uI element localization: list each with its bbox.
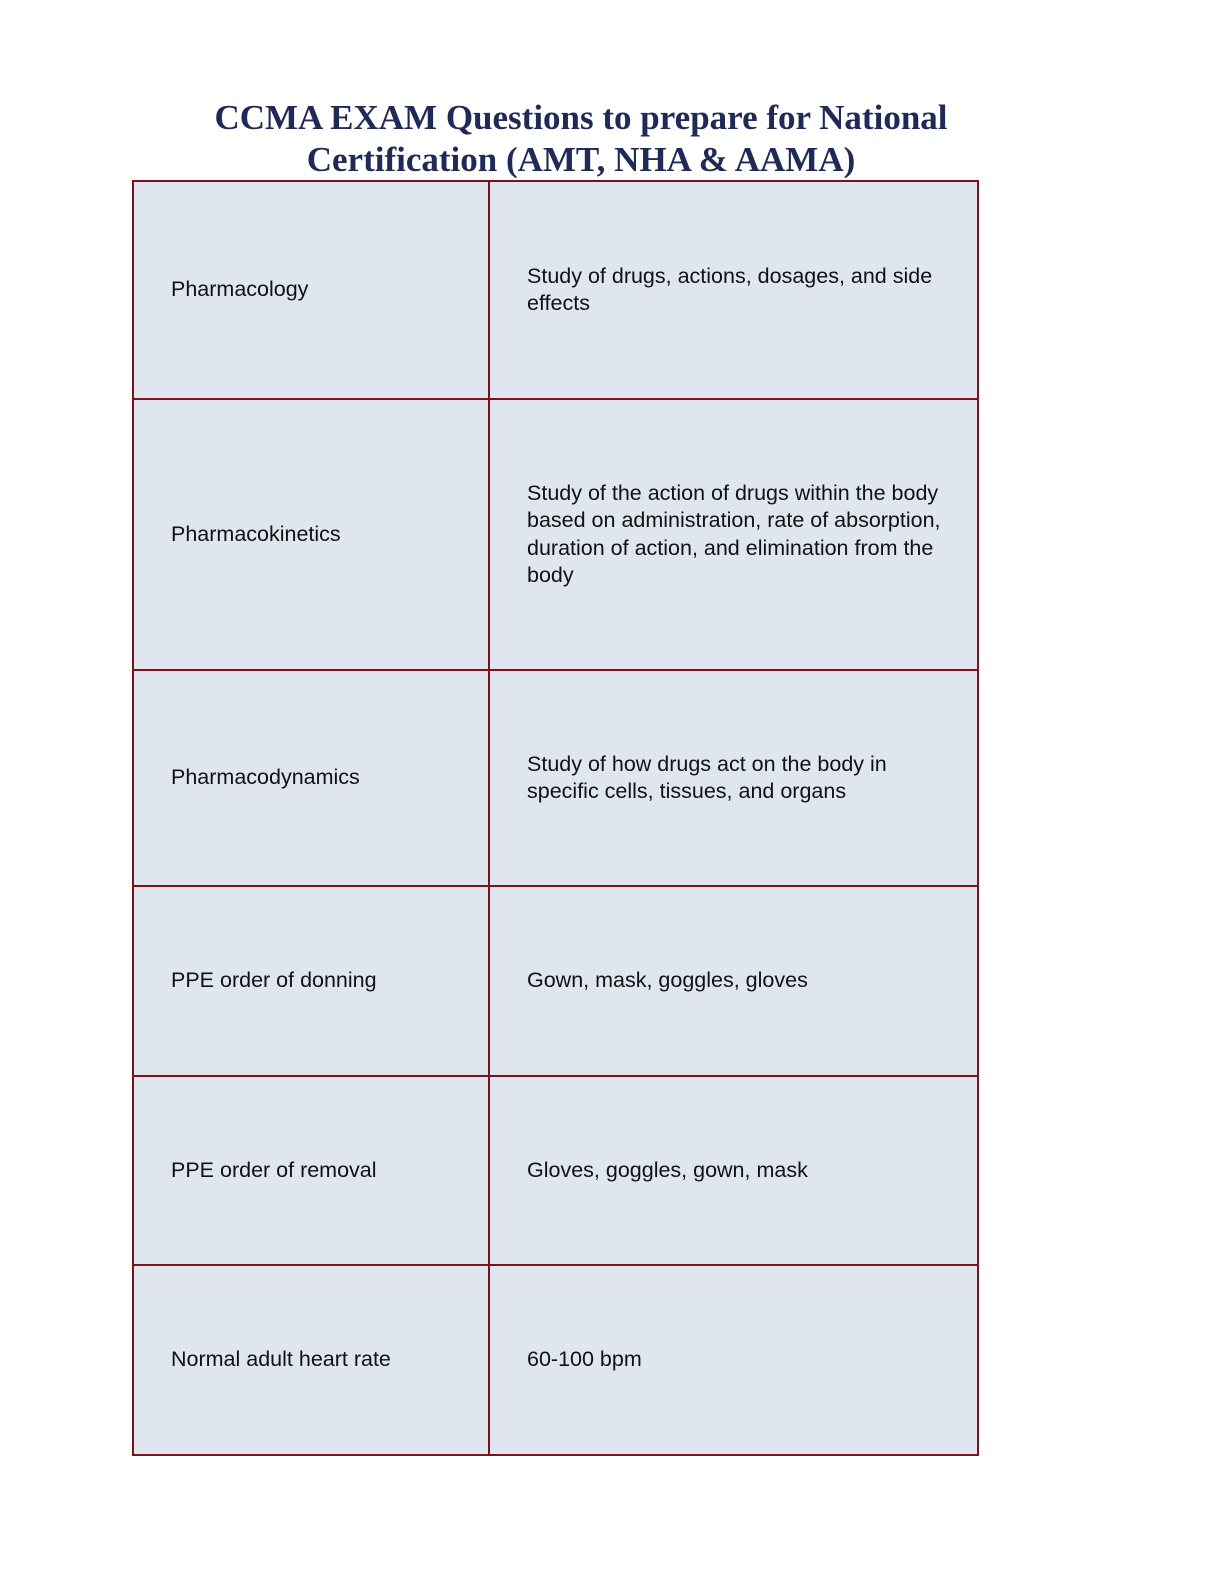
definition-cell: [489, 1265, 978, 1455]
definition-cell: [489, 1076, 978, 1265]
definition-text: Gloves, goggles, gown, mask: [527, 1157, 808, 1182]
table-row: [133, 1265, 978, 1455]
page-title: [0, 97, 1162, 181]
table-row: [133, 399, 978, 670]
title-line-2: Certification (AMT, NHA & AAMA): [306, 140, 856, 180]
table-row: [133, 1076, 978, 1265]
term-cell: [133, 399, 489, 670]
term-text: Pharmacology: [171, 277, 309, 302]
definition-text: Study of the action of drugs within the body based on administration, rate of absorption, duration of action, and elimination from the body: [527, 480, 941, 587]
definition-text: Study of drugs, actions, dosages, and side effects: [527, 263, 933, 315]
definition-cell: [489, 886, 978, 1076]
definition-cell: [489, 181, 978, 399]
term-text: PPE order of removal: [171, 1157, 377, 1182]
flashcard-table: [132, 180, 979, 1456]
definition-cell: [489, 670, 978, 886]
term-cell: [133, 670, 489, 886]
term-text: PPE order of donning: [171, 968, 377, 993]
definition-text: Study of how drugs act on the body in specific cells, tissues, and organs: [527, 751, 887, 803]
table-row: [133, 181, 978, 399]
table-row: [133, 886, 978, 1076]
term-text: Pharmacodynamics: [171, 765, 360, 790]
table-row: [133, 670, 978, 886]
term-text: Pharmacokinetics: [171, 521, 341, 546]
definition-text: 60-100 bpm: [527, 1347, 642, 1372]
definition-text: Gown, mask, goggles, gloves: [527, 968, 808, 993]
term-cell: [133, 1076, 489, 1265]
term-text: Normal adult heart rate: [171, 1347, 391, 1372]
definition-cell: [489, 399, 978, 670]
term-cell: [133, 886, 489, 1076]
term-cell: [133, 1265, 489, 1455]
term-cell: [133, 181, 489, 399]
title-line-1: CCMA EXAM Questions to prepare for National: [214, 98, 948, 138]
